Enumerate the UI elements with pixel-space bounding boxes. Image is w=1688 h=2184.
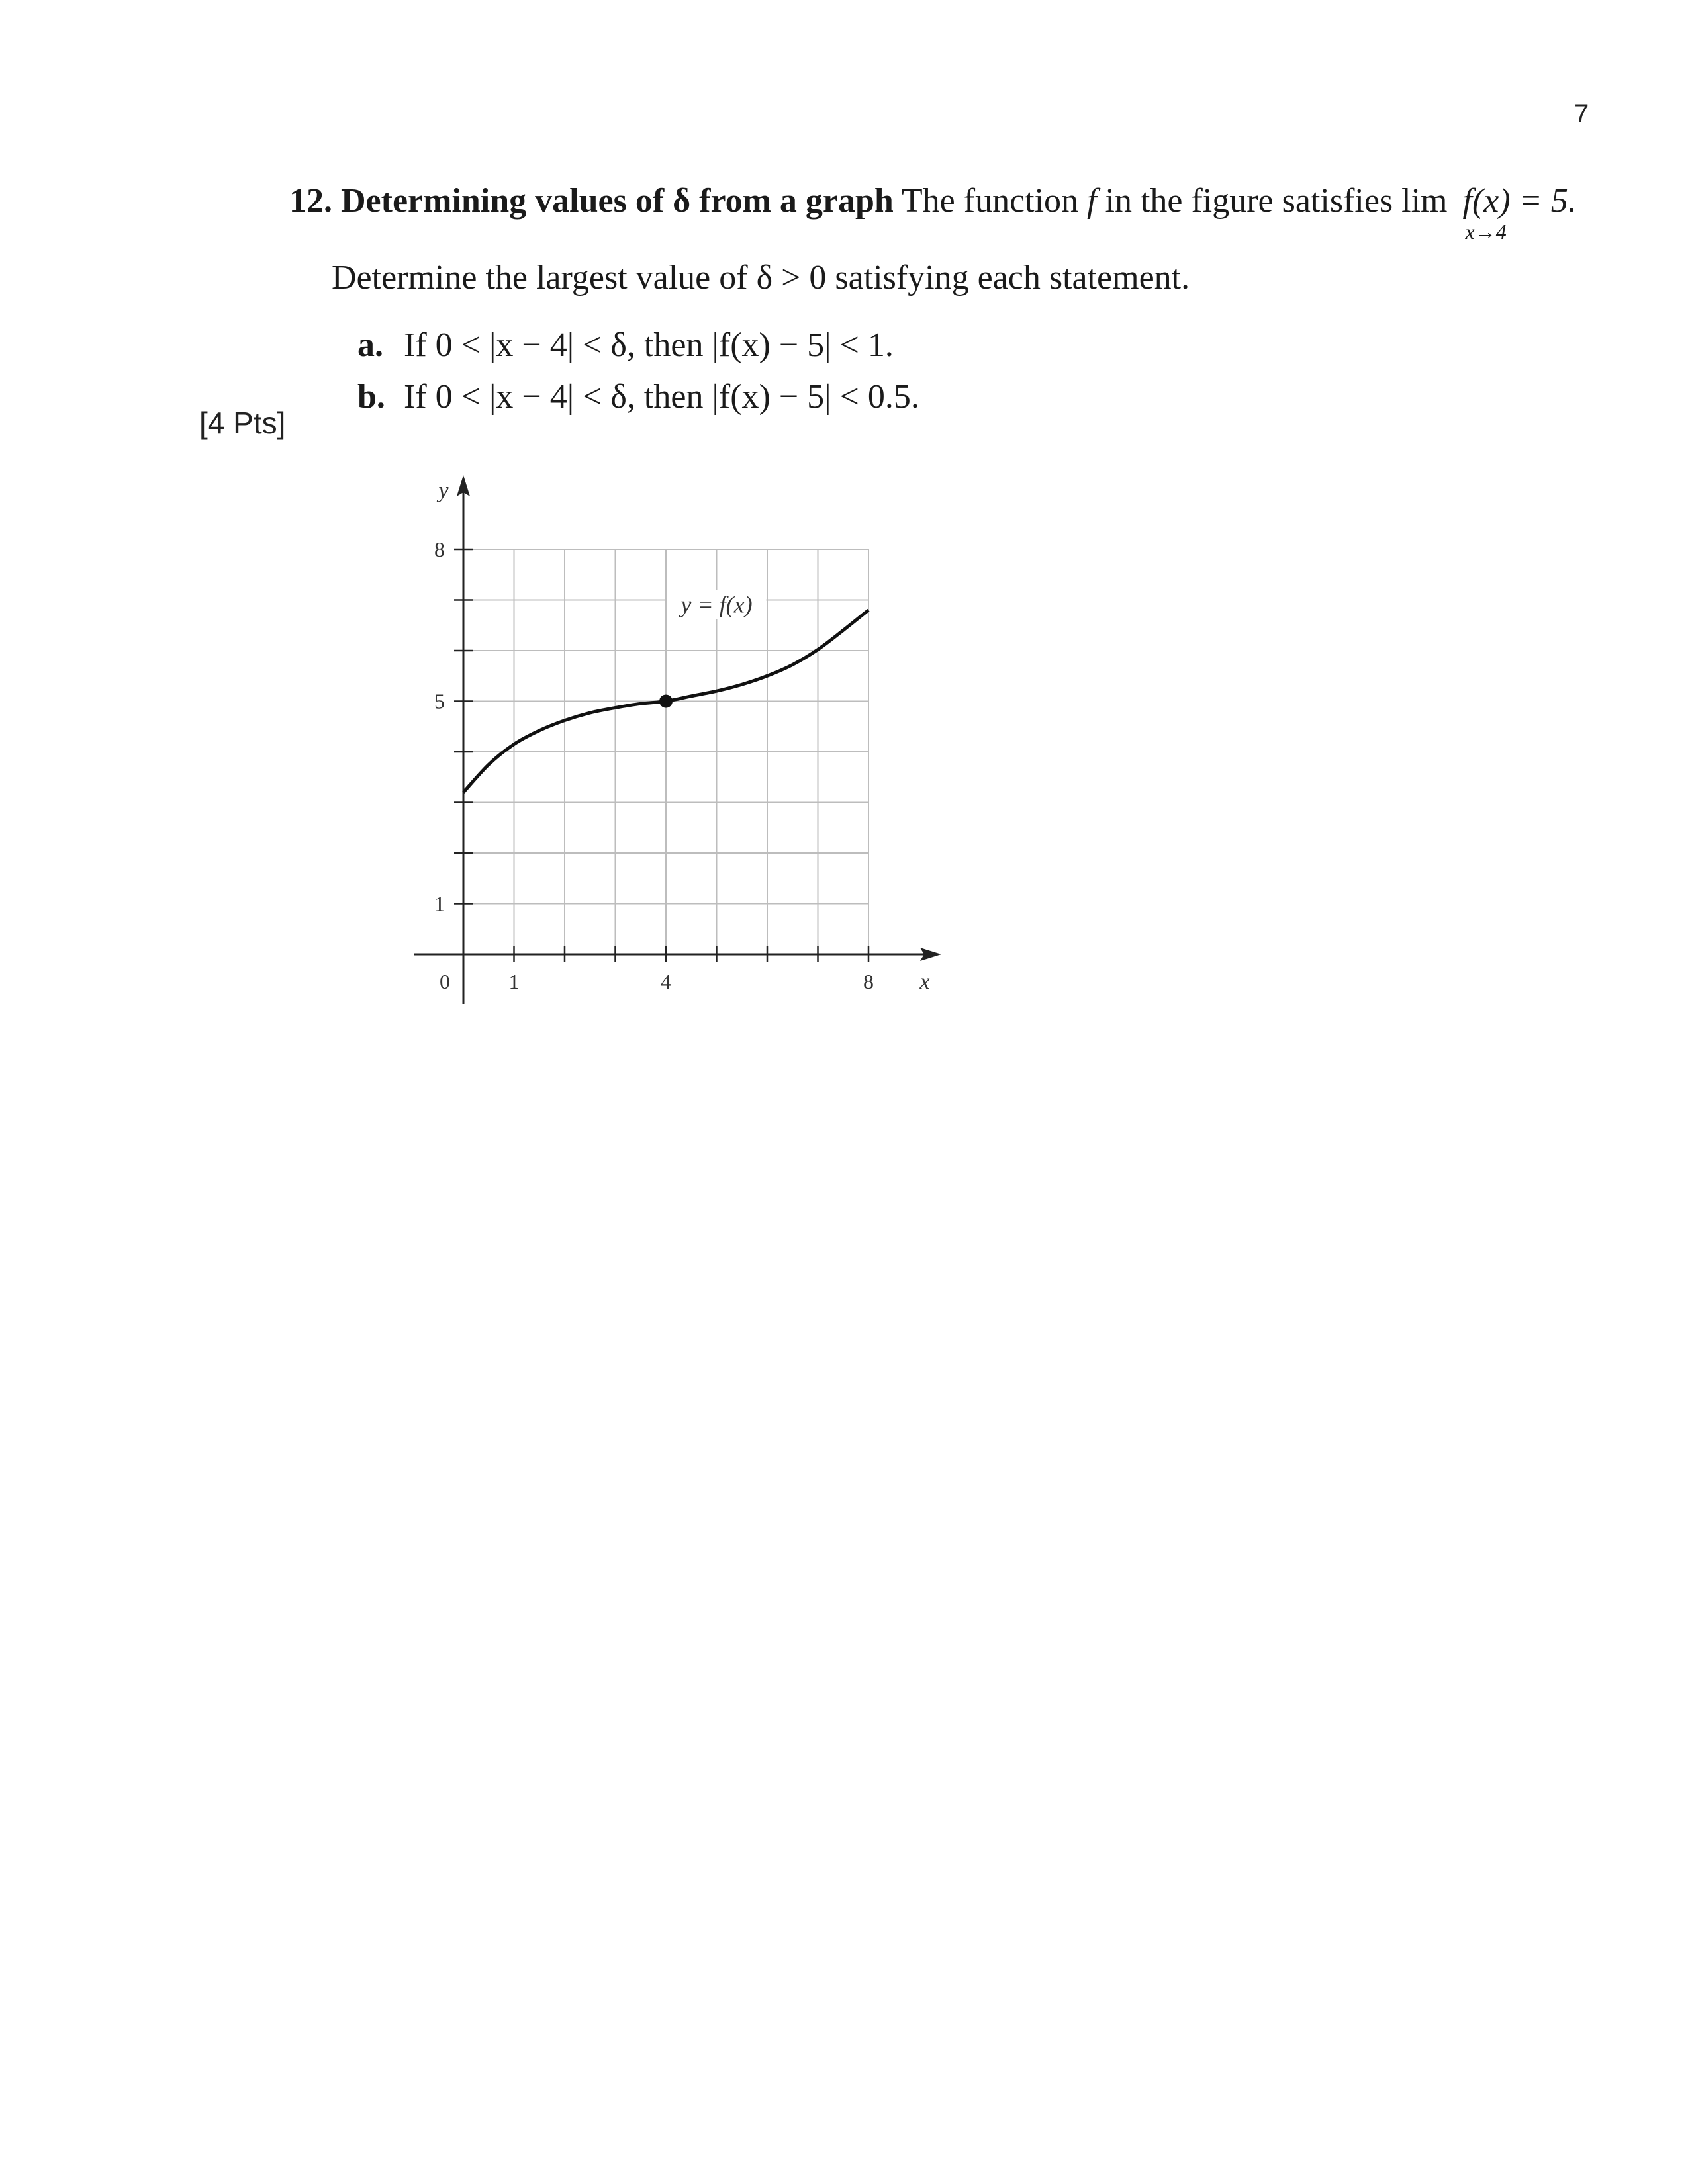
y-tick-label: 5 — [434, 689, 445, 713]
x-axis-label: x — [919, 970, 930, 994]
problem-number: 12. — [289, 182, 332, 220]
part-b-label: b. — [357, 378, 385, 416]
x-tick-label: 1 — [508, 970, 520, 993]
limit-expression — [1462, 182, 1577, 244]
problem-title: Determining values of δ from a graph — [341, 182, 894, 220]
graph-figure — [397, 470, 966, 1013]
x-tick-label: 0 — [440, 970, 450, 993]
y-axis-label: y — [438, 478, 449, 503]
part-b — [357, 377, 919, 416]
page-number: 7 — [1574, 99, 1589, 128]
limit-value: f(x) = 5. — [1462, 182, 1577, 220]
problem-statement: The function — [893, 182, 1088, 220]
part-a — [357, 326, 894, 365]
part-a-text: If 0 < |x − 4| < δ, then |f(x) − 5| < 1. — [404, 326, 894, 364]
graph-svg — [397, 470, 966, 1013]
problem-statement-2: in the figure satisfies lim — [1096, 182, 1456, 220]
instruction-text: Determine the largest value of δ > 0 satisfying each statement. — [332, 259, 1190, 296]
y-tick-label: 8 — [434, 537, 445, 561]
function-symbol: f — [1087, 182, 1097, 220]
limit-subscript: x→4 — [1465, 220, 1507, 244]
x-tick-label: 8 — [863, 970, 874, 993]
x-tick-label: 4 — [661, 970, 671, 993]
y-tick-label: 1 — [434, 891, 445, 916]
part-a-label: a. — [357, 326, 383, 364]
curve-label: y = f(x) — [680, 591, 753, 618]
limit-point — [659, 695, 673, 708]
part-b-text: If 0 < |x − 4| < δ, then |f(x) − 5| < 0.5. — [404, 378, 919, 416]
points-label: [4 Pts] — [199, 406, 286, 440]
problem-heading — [289, 182, 1577, 244]
